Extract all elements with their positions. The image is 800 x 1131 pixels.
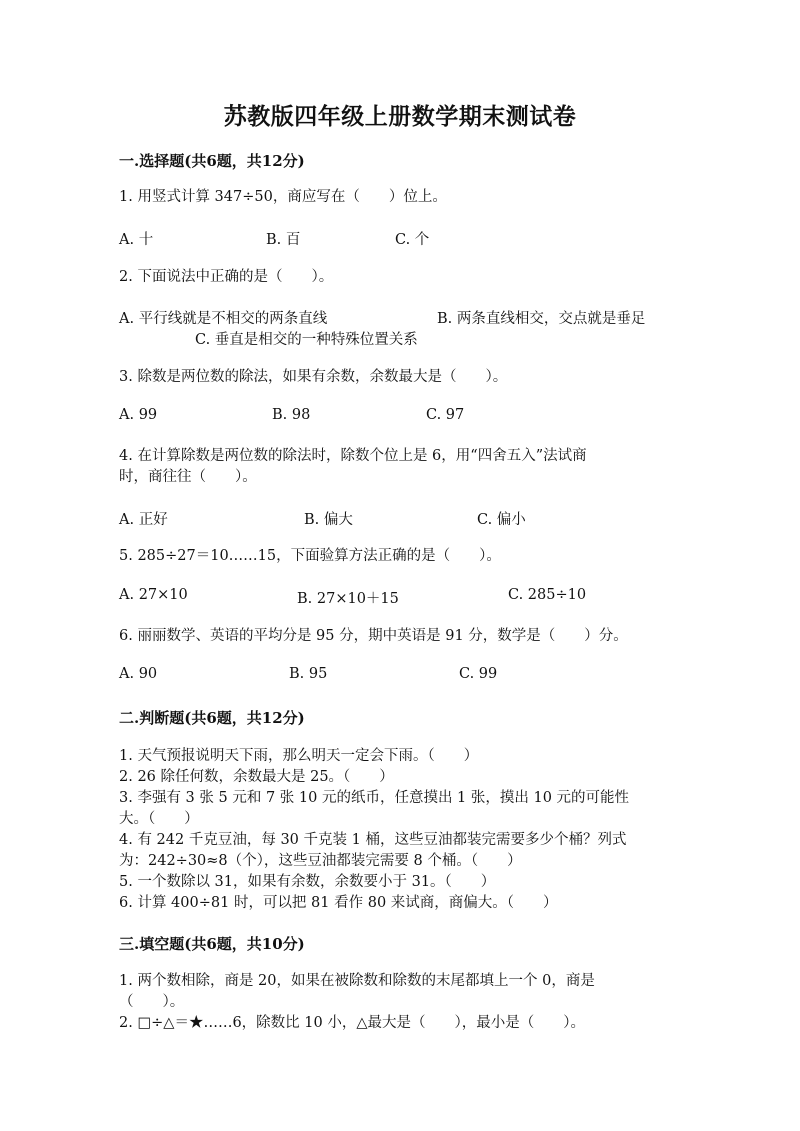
option-a: A. 90 [119,666,158,682]
option-a: A. 平行线就是不相交的两条直线 [119,311,328,327]
question-text: 3. 除数是两位数的除法，如果有余数，余数最大是（ ）。 [119,369,508,385]
judgment-line: 2. 26 除任何数，余数最大是 25。（ ） [119,769,394,785]
option-b: B. 偏大 [304,512,353,528]
judgment-line: 为：242÷30≈8（个），这些豆油都装完需要 8 个桶。（ ） [119,853,522,869]
option-c: C. 97 [426,407,465,423]
option-a: A. 正好 [119,512,168,528]
fill-line: 2. □÷△＝★……6，除数比 10 小，△最大是（ ），最小是（ ）。 [119,1015,585,1031]
option-b: B. 98 [272,407,311,423]
option-c: C. 285÷10 [508,587,587,603]
judgment-line: 大。（ ） [119,811,199,827]
fill-line: （ ）。 [119,994,185,1010]
question-text-continued: 时，商往往（ ）。 [119,469,257,485]
option-b: B. 27×10＋15 [297,591,399,607]
judgment-line: 3. 李强有 3 张 5 元和 7 张 10 元的纸币，任意摸出 1 张，摸出 10 元的可能性 [119,790,630,806]
option-c: C. 个 [395,232,430,248]
option-b: B. 95 [289,666,328,682]
option-a: A. 99 [119,407,158,423]
option-c: C. 偏小 [477,512,526,528]
option-a: A. 十 [119,232,154,248]
judgment-line: 4. 有 242 千克豆油，每 30 千克装 1 桶，这些豆油都装完需要多少个桶？列式 [119,832,627,848]
judgment-line: 1. 天气预报说明天下雨，那么明天一定会下雨。（ ） [119,748,479,764]
page-title: 苏教版四年级上册数学期末测试卷 [223,103,577,130]
question-text: 4. 在计算除数是两位数的除法时，除数个位上是 6，用“四舍五入”法试商 [119,448,587,464]
option-b: B. 两条直线相交，交点就是垂足 [437,311,646,327]
question-text: 1. 用竖式计算 347÷50，商应写在（ ）位上。 [119,189,447,205]
section-heading-judgment: 二.判断题(共6题，共12分) [119,709,305,727]
option-c: C. 99 [459,666,498,682]
option-b: B. 百 [266,232,301,248]
judgment-line: 6. 计算 400÷81 时，可以把 81 看作 80 来试商，商偏大。（ ） [119,895,558,911]
section-heading-fill: 三.填空题(共6题，共10分) [119,935,305,953]
question-text: 2. 下面说法中正确的是（ ）。 [119,269,334,285]
section-heading-choice: 一.选择题(共6题，共12分) [119,152,305,170]
fill-line: 1. 两个数相除，商是 20，如果在被除数和除数的末尾都填上一个 0，商是 [119,973,595,989]
judgment-line: 5. 一个数除以 31，如果有余数，余数要小于 31。（ ） [119,874,496,890]
option-a: A. 27×10 [119,587,188,603]
question-text: 5. 285÷27＝10……15，下面验算方法正确的是（ ）。 [119,548,501,564]
option-c: C. 垂直是相交的一种特殊位置关系 [195,332,418,348]
question-text: 6. 丽丽数学、英语的平均分是 95 分，期中英语是 91 分，数学是（ ）分。 [119,628,628,644]
